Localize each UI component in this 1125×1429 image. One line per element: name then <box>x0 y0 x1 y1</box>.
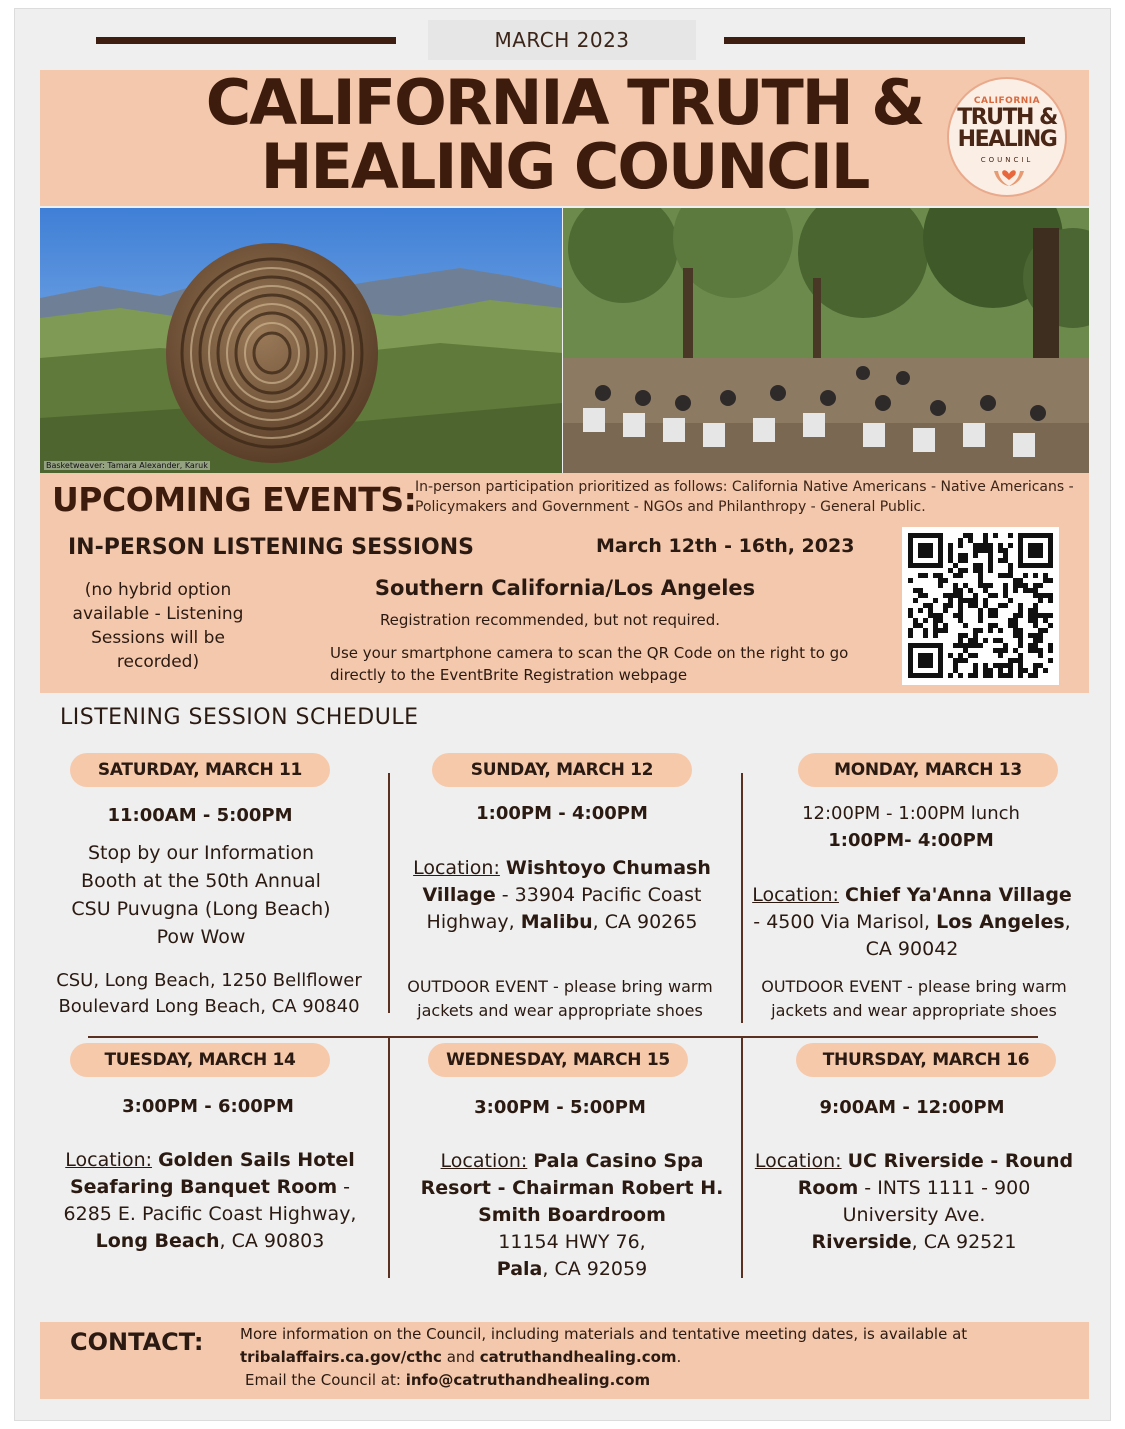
location-thursday: Location: UC Riverside - Round Room - INTS 1111 - 900 University Ave. Riverside, CA 92521 <box>754 1150 1074 1253</box>
day-label-saturday: SATURDAY, MARCH 11 <box>70 753 330 787</box>
divider-horizontal <box>88 1036 1038 1038</box>
email-label: Email the Council at: <box>245 1371 406 1389</box>
divider-vertical <box>741 1038 743 1278</box>
logo-main-text: TRUTH & HEALING <box>957 105 1057 152</box>
location-sunday: Location: Wishtoyo Chumash Village - 33904 Pacific Coast Highway, Malibu, CA 90265 <box>413 857 711 933</box>
participation-priority: In-person participation prioritized as follows: California Native Americans - Native Americans - Policymakers and Government - NGOs and Philanthropy - General Public. <box>415 479 1074 515</box>
day-label-thursday: THURSDAY, MARCH 16 <box>796 1043 1056 1077</box>
heart-hands-icon <box>992 165 1026 187</box>
registration-qr-code[interactable] <box>902 527 1059 685</box>
desc-saturday: Stop by our Information Booth at the 50th Annual CSU Puvugna (Long Beach) Pow Wow <box>71 842 331 948</box>
listening-session-photo <box>563 208 1089 473</box>
council-logo <box>947 77 1067 197</box>
time-saturday: 11:00AM - 5:00PM <box>107 805 293 826</box>
time-monday: 1:00PM- 4:00PM <box>828 830 994 851</box>
logo-bottom-text: COUNCIL <box>980 156 1034 164</box>
header-rule-right <box>724 37 1025 44</box>
location-tuesday: Location: Golden Sails Hotel Seafaring Banquet Room - 6285 E. Pacific Coast Highway, Long Beach, CA 90803 <box>63 1149 357 1252</box>
contact-heading: CONTACT: <box>70 1328 204 1356</box>
header-rule-left <box>96 37 396 44</box>
location-wednesday: Location: Pala Casino Spa Resort - Chairman Robert H. Smith Boardroom 11154 HWY 76, Pala, CA 92059 <box>420 1150 724 1280</box>
outdoor-note-monday: OUTDOOR EVENT - please bring warm jackets and wear appropriate shoes <box>761 977 1067 1020</box>
title-line-1: CALIFORNIA TRUTH & <box>205 66 924 139</box>
time-tuesday: 3:00PM - 6:00PM <box>122 1096 294 1117</box>
photo-credit: Basketweaver: Tamara Alexander, Karuk <box>46 461 208 470</box>
issue-date: MARCH 2023 <box>428 20 696 60</box>
link-catruthandhealing[interactable]: catruthandhealing.com <box>479 1348 677 1366</box>
region-name: Southern California/Los Angeles <box>374 576 756 600</box>
in-person-heading: IN-PERSON LISTENING SESSIONS <box>68 535 474 560</box>
email-link[interactable]: info@catruthandhealing.com <box>405 1371 651 1389</box>
day-label-sunday: SUNDAY, MARCH 12 <box>432 753 692 787</box>
schedule-heading: LISTENING SESSION SCHEDULE <box>60 705 419 730</box>
title-line-2: HEALING COUNCIL <box>260 130 869 203</box>
outdoor-note-sunday: OUTDOOR EVENT - please bring warm jackets and wear appropriate shoes <box>407 977 713 1020</box>
address-saturday: CSU, Long Beach, 1250 Bellflower Boulevard Long Beach, CA 90840 <box>56 970 362 1017</box>
contact-text: More information on the Council, including materials and tentative meeting dates, is available at tribalaffairs.ca.gov/cthc and catruthandhealing.com. Email the Council at: info@catruthandhealing.com <box>240 1323 1070 1392</box>
time-thursday: 9:00AM - 12:00PM <box>819 1097 1005 1118</box>
time-sunday: 1:00PM - 4:00PM <box>476 803 648 824</box>
divider-vertical <box>388 773 390 1013</box>
divider-vertical <box>388 1038 390 1278</box>
time-wednesday: 3:00PM - 5:00PM <box>474 1097 646 1118</box>
scan-instructions: Use your smartphone camera to scan the QR Code on the right to go directly to the EventBrite Registration webpage <box>330 644 849 684</box>
day-label-wednesday: WEDNESDAY, MARCH 15 <box>428 1043 688 1077</box>
session-dates: March 12th - 16th, 2023 <box>596 535 855 557</box>
contact-info-line: More information on the Council, including materials and tentative meeting dates, is available at <box>240 1325 968 1343</box>
location-monday: Location: Chief Ya'Anna Village - 4500 Via Marisol, Los Angeles, CA 90042 <box>752 884 1072 960</box>
link-tribal-affairs[interactable]: tribalaffairs.ca.gov/cthc <box>240 1348 442 1366</box>
day-label-monday: MONDAY, MARCH 13 <box>798 753 1058 787</box>
upcoming-events-heading: UPCOMING EVENTS: <box>52 480 417 519</box>
logo-top-text: CALIFORNIA <box>973 96 1041 106</box>
day-label-tuesday: TUESDAY, MARCH 14 <box>70 1043 330 1077</box>
registration-note: Registration recommended, but not required. <box>379 611 721 629</box>
basket-landscape-photo <box>40 208 562 473</box>
divider-vertical <box>741 773 743 1023</box>
lunch-monday: 12:00PM - 1:00PM lunch <box>802 803 1020 824</box>
no-hybrid-note: (no hybrid option available - Listening Sessions will be recorded) <box>72 580 244 672</box>
title-band <box>40 66 1089 206</box>
